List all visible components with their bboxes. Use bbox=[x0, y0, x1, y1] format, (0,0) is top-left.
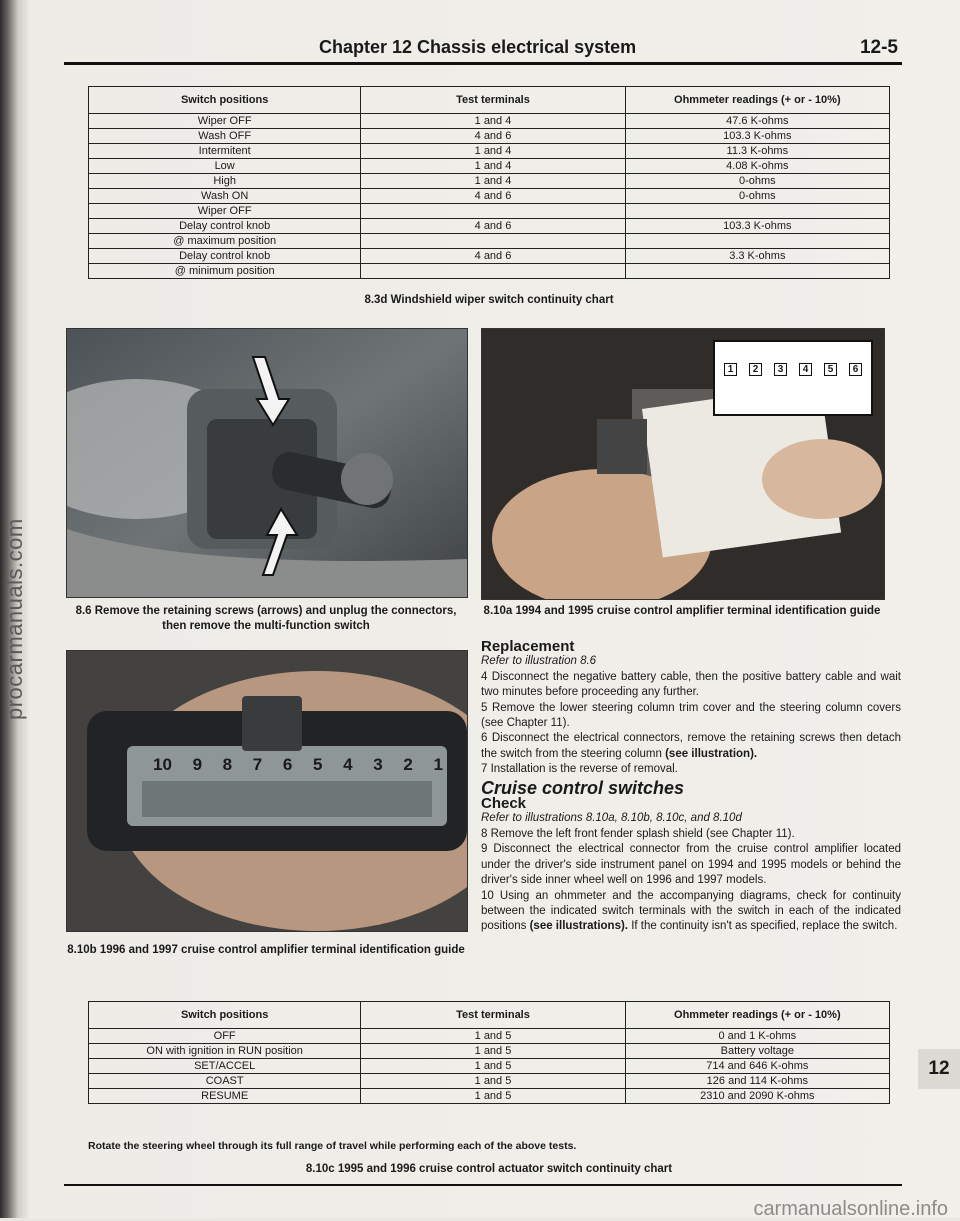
pin-label: 5 bbox=[313, 755, 323, 774]
figure-caption-8-10a: 8.10a 1994 and 1995 cruise control amplifier terminal identification guide bbox=[483, 605, 881, 617]
bottom-watermark: carmanualsonline.info bbox=[753, 1198, 948, 1220]
pin-label: 5 bbox=[824, 363, 838, 376]
table-cell: 2310 and 2090 K-ohms bbox=[625, 1089, 889, 1104]
table-cell: 0-ohms bbox=[625, 189, 889, 204]
table-cell: RESUME bbox=[89, 1089, 361, 1104]
table-cell bbox=[625, 234, 889, 249]
cruise-switch-table bbox=[88, 1001, 890, 1104]
table-cell: @ maximum position bbox=[89, 234, 361, 249]
table-cell: 0-ohms bbox=[625, 174, 889, 189]
pin-label: 3 bbox=[373, 755, 383, 774]
step-5: 5 Remove the lower steering column trim cover and the steering column covers (see Chapter 11). bbox=[481, 701, 901, 730]
cruise-control-heading: Cruise control switches bbox=[481, 777, 685, 798]
chapter-tab: 12 bbox=[918, 1049, 960, 1089]
table-cell: 103.3 K-ohms bbox=[625, 129, 889, 144]
pin-label: 4 bbox=[799, 363, 813, 376]
step-6 bbox=[481, 731, 901, 762]
table-cell bbox=[625, 204, 889, 219]
replacement-reference: Refer to illustration 8.6 bbox=[481, 655, 597, 668]
table-cell: 1 and 4 bbox=[361, 144, 625, 159]
photo-8-10a-amplifier bbox=[481, 328, 885, 600]
table-cell: ON with ignition in RUN position bbox=[89, 1044, 361, 1059]
footer-rule bbox=[64, 1184, 902, 1186]
pin-label: 4 bbox=[343, 755, 353, 774]
table-row bbox=[89, 1059, 890, 1074]
step-6-text: 6 Disconnect the electrical connectors, remove the retaining screws then detach the switch from the steering column bbox=[481, 732, 901, 760]
table-cell: COAST bbox=[89, 1074, 361, 1089]
table-row bbox=[89, 114, 890, 129]
table-cell bbox=[625, 264, 889, 279]
figure-caption-8-3d: 8.3d Windshield wiper switch continuity chart bbox=[364, 294, 614, 306]
pin-label: 10 bbox=[153, 755, 172, 774]
terminal-pin-labels bbox=[718, 363, 868, 376]
column-header: Switch positions bbox=[89, 87, 361, 114]
chapter-title: Chapter 12 Chassis electrical system bbox=[319, 37, 637, 57]
column-header: Ohmmeter readings (+ or - 10%) bbox=[625, 1002, 889, 1029]
step-9: 9 Disconnect the electrical connector from the cruise control amplifier located under the driver's side instrument panel on 1994 and 1995 models or behind the driver's side inner wheel well on 1996 and 1997 models. bbox=[481, 843, 901, 887]
table-cell: 3.3 K-ohms bbox=[625, 249, 889, 264]
check-heading: Check bbox=[481, 795, 527, 813]
pin-label: 6 bbox=[282, 755, 293, 774]
cruise-table-body bbox=[89, 1029, 890, 1104]
connector-pin-labels bbox=[153, 755, 443, 775]
figure-caption-8-10b: 8.10b 1996 and 1997 cruise control amplifier terminal identification guide bbox=[67, 944, 465, 956]
check-reference: Refer to illustrations 8.10a, 8.10b, 8.10c, and 8.10d bbox=[481, 812, 742, 825]
table-cell: Delay control knob bbox=[89, 219, 361, 234]
table-cell: @ minimum position bbox=[89, 264, 361, 279]
table-note: Rotate the steering wheel through its full range of travel while performing each of the above tests. bbox=[88, 1140, 577, 1152]
table-cell: 103.3 K-ohms bbox=[625, 219, 889, 234]
step-4: 4 Disconnect the negative battery cable, then the positive battery cable and wait two minutes before proceeding any further. bbox=[481, 670, 901, 699]
side-watermark: procarmanuals.com bbox=[2, 518, 27, 720]
table-cell bbox=[361, 204, 625, 219]
table-row bbox=[89, 1029, 890, 1044]
table-row bbox=[89, 174, 890, 189]
table-cell: Battery voltage bbox=[625, 1044, 889, 1059]
table-row bbox=[89, 264, 890, 279]
step-8: 8 Remove the left front fender splash shield (see Chapter 11). bbox=[481, 827, 795, 840]
pin-label: 3 bbox=[774, 363, 788, 376]
column-header: Ohmmeter readings (+ or - 10%) bbox=[625, 87, 889, 114]
table-row bbox=[89, 189, 890, 204]
table-row bbox=[89, 1089, 890, 1104]
photo-8-10b-connector bbox=[66, 650, 468, 932]
table-cell: Wiper OFF bbox=[89, 204, 361, 219]
table-cell bbox=[361, 234, 625, 249]
table-cell: 4 and 6 bbox=[361, 249, 625, 264]
table-cell: Delay control knob bbox=[89, 249, 361, 264]
pin-label: 2 bbox=[749, 363, 763, 376]
table-cell: 4 and 6 bbox=[361, 219, 625, 234]
figure-caption-8-6: 8.6 Remove the retaining screws (arrows) and unplug the connectors, then remove the multi-function switch bbox=[75, 605, 457, 632]
table-cell bbox=[361, 264, 625, 279]
pin-label: 1 bbox=[433, 755, 443, 774]
pin-label: 1 bbox=[724, 363, 738, 376]
wiper-switch-table bbox=[88, 86, 890, 279]
page-header bbox=[64, 36, 902, 65]
column-header: Switch positions bbox=[89, 1002, 361, 1029]
table-row bbox=[89, 159, 890, 174]
pin-label: 9 bbox=[192, 755, 203, 774]
pin-label: 2 bbox=[403, 755, 413, 774]
text-column bbox=[481, 639, 901, 935]
pin-label: 8 bbox=[222, 755, 233, 774]
table-cell: 1 and 4 bbox=[361, 174, 625, 189]
pin-label: 6 bbox=[849, 363, 863, 376]
table-cell: 1 and 4 bbox=[361, 114, 625, 129]
replacement-heading: Replacement bbox=[481, 638, 575, 655]
table-row bbox=[89, 204, 890, 219]
table-cell: 1 and 5 bbox=[361, 1089, 625, 1104]
step-10 bbox=[481, 889, 901, 935]
table-cell: Wash OFF bbox=[89, 129, 361, 144]
table-cell: OFF bbox=[89, 1029, 361, 1044]
table-cell: 1 and 5 bbox=[361, 1044, 625, 1059]
figure-caption-8-10c: 8.10c 1995 and 1996 cruise control actuator switch continuity chart bbox=[305, 1163, 673, 1175]
table-row bbox=[89, 249, 890, 264]
table-row bbox=[89, 219, 890, 234]
page-number: 12-5 bbox=[859, 37, 898, 58]
table-cell: 1 and 5 bbox=[361, 1074, 625, 1089]
table-cell: 1 and 4 bbox=[361, 159, 625, 174]
table-cell: Intermitent bbox=[89, 144, 361, 159]
table-row bbox=[89, 129, 890, 144]
table-cell: 714 and 646 K-ohms bbox=[625, 1059, 889, 1074]
table-cell: Wiper OFF bbox=[89, 114, 361, 129]
table-row bbox=[89, 144, 890, 159]
table-cell: 11.3 K-ohms bbox=[625, 144, 889, 159]
step-10-reference: (see illustrations). bbox=[529, 920, 629, 933]
step-10-text-end: If the continuity isn't as specified, replace the switch. bbox=[628, 920, 898, 933]
table-cell: 0 and 1 K-ohms bbox=[625, 1029, 889, 1044]
photo-8-6-steering-column bbox=[66, 328, 468, 598]
table-cell: 4.08 K-ohms bbox=[625, 159, 889, 174]
table-cell: 126 and 114 K-ohms bbox=[625, 1074, 889, 1089]
table-cell: Low bbox=[89, 159, 361, 174]
step-6-reference: (see illustration). bbox=[665, 747, 758, 760]
table-cell: Wash ON bbox=[89, 189, 361, 204]
table-cell: SET/ACCEL bbox=[89, 1059, 361, 1074]
step-7: 7 Installation is the reverse of removal. bbox=[481, 763, 678, 776]
table-row bbox=[89, 1074, 890, 1089]
table-cell: High bbox=[89, 174, 361, 189]
table-cell: 1 and 5 bbox=[361, 1029, 625, 1044]
table-row bbox=[89, 234, 890, 249]
table-row bbox=[89, 1044, 890, 1059]
step-10-text: 10 Using an ohmmeter and the accompanying diagrams, check for continuity between the indicated switch terminals with the switch in each of the indicated positions bbox=[481, 889, 901, 933]
wiper-table-body bbox=[89, 114, 890, 279]
column-header: Test terminals bbox=[361, 1002, 625, 1029]
table-cell: 47.6 K-ohms bbox=[625, 114, 889, 129]
column-header: Test terminals bbox=[361, 87, 625, 114]
table-cell: 4 and 6 bbox=[361, 189, 625, 204]
table-cell: 4 and 6 bbox=[361, 129, 625, 144]
table-cell: 1 and 5 bbox=[361, 1059, 625, 1074]
pin-label: 7 bbox=[252, 755, 263, 774]
